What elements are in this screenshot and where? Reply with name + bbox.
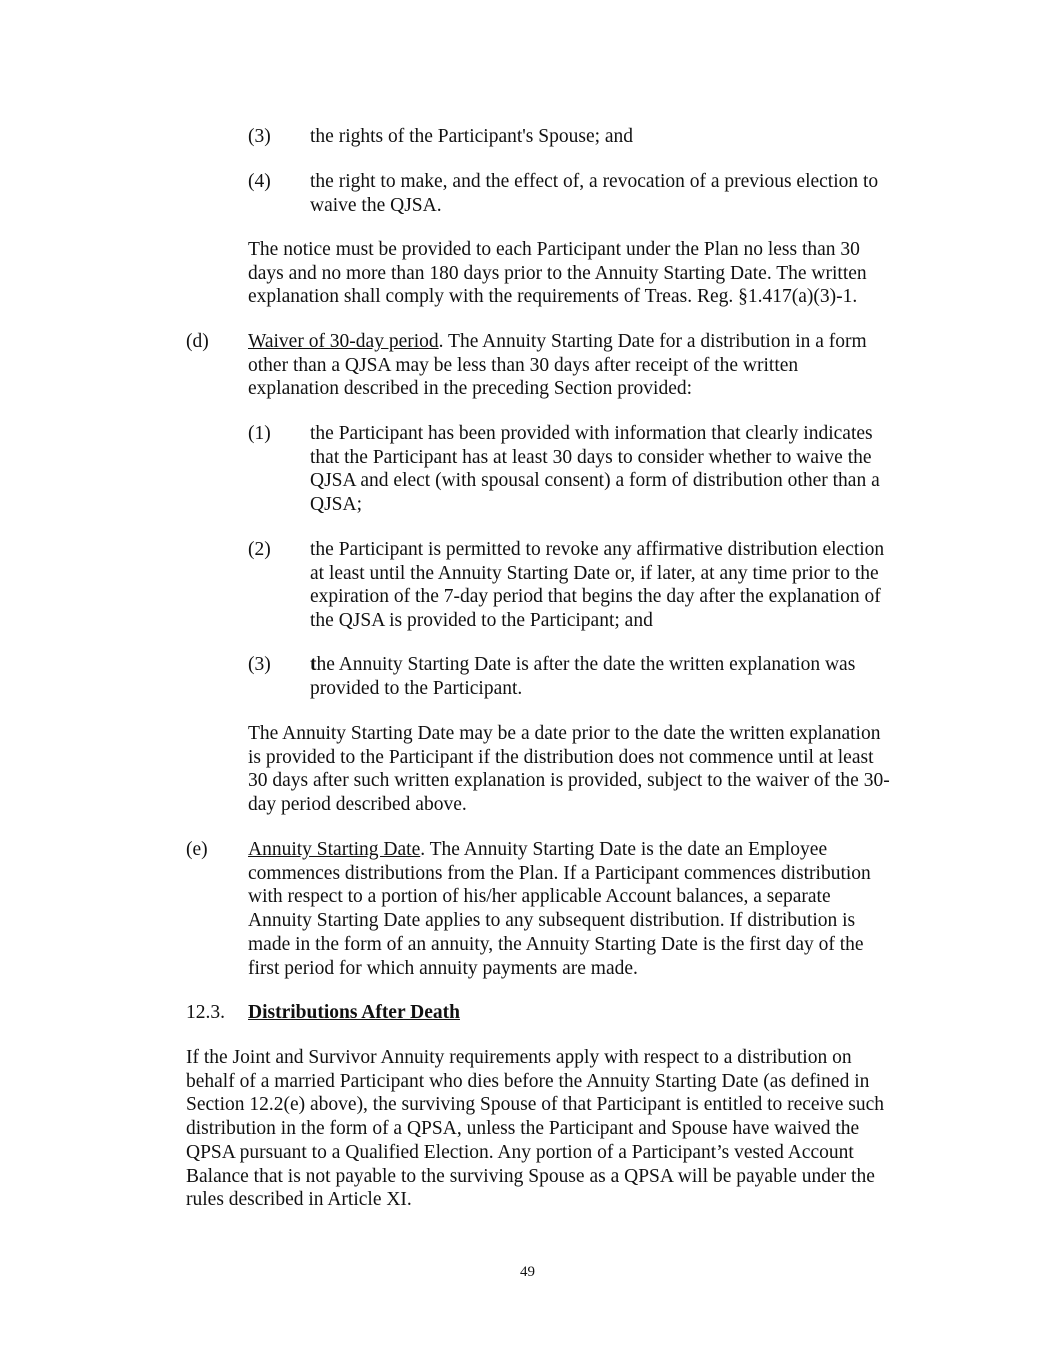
d-closing-paragraph xyxy=(248,722,890,817)
section-e-label: (e) xyxy=(186,839,208,860)
text-line: made in the form of an annuity, the Annuity Starting Date is the first day of the xyxy=(248,933,864,955)
section-12-3-number: 12.3. xyxy=(186,1002,225,1023)
text-line: the right to make, and the effect of, a revocation of a previous election to xyxy=(310,171,879,192)
section-12-3-title: Distributions After Death xyxy=(248,1002,460,1023)
section-d-label: (d) xyxy=(186,331,209,352)
text-line: at least until the Annuity Starting Date or, if later, at any time prior to the xyxy=(310,562,879,584)
text-line: distribution in the form of a QPSA, unless the Participant and Spouse have waived the xyxy=(186,1118,860,1140)
text-line: QPSA pursuant to a Qualified Election. Any portion of a Participant’s vested Account xyxy=(186,1141,854,1163)
section-d-heading: Waiver of 30-day period xyxy=(248,331,439,352)
text-line: . The Annuity Starting Date is the date an Employee xyxy=(420,839,828,860)
item-c4-text xyxy=(310,170,878,217)
text-line: The Annuity Starting Date may be a date prior to the date the written explanation xyxy=(248,723,881,744)
section-d-text xyxy=(248,330,867,401)
text-line: he Annuity Starting Date is after the date the written explanation was xyxy=(316,654,856,675)
item-d1-label: (1) xyxy=(248,423,271,444)
text-line: waive the QJSA. xyxy=(310,194,442,216)
text-line: that the Participant has at least 30 days to consider whether to waive the xyxy=(310,446,872,468)
text-line: commences distributions from the Plan. If a Participant commences distribution xyxy=(248,862,871,884)
text-line: QJSA and elect (with spousal consent) a form of distribution other than a xyxy=(310,470,880,492)
item-c3-label: (3) xyxy=(248,126,271,147)
text-line: The notice must be provided to each Participant under the Plan no less than 30 xyxy=(248,239,860,260)
notice-paragraph xyxy=(248,238,867,309)
item-d1-text xyxy=(310,422,880,517)
page-number: 49 xyxy=(520,1264,535,1280)
text-line: day period described above. xyxy=(248,794,467,816)
text-line: Balance that is not payable to the surviving Spouse as a QPSA will be payable under the xyxy=(186,1165,875,1187)
text-line: explanation described in the preceding Section provided: xyxy=(248,378,693,400)
item-d3-label: (3) xyxy=(248,654,271,675)
text-line: rules described in Article XI. xyxy=(186,1189,412,1211)
text-line: the Participant has been provided with information that clearly indicates xyxy=(310,423,873,444)
text-line: QJSA; xyxy=(310,494,363,516)
text-line: the Participant is permitted to revoke any affirmative distribution election xyxy=(310,539,885,560)
item-d2-label: (2) xyxy=(248,539,271,560)
text-line: with respect to a portion of his/her applicable Account balances, a separate xyxy=(248,886,831,908)
bold-char: t xyxy=(310,654,317,675)
text-line: . The Annuity Starting Date for a distribution in a form xyxy=(438,331,867,352)
text-line: Section 12.2(e) above), the surviving Spouse of that Participant is entitled to receive such xyxy=(186,1094,885,1116)
text-line: days and no more than 180 days prior to the Annuity Starting Date. The written xyxy=(248,262,867,284)
item-d3-text xyxy=(310,653,855,700)
section-e-text xyxy=(248,838,871,980)
text-line: other than a QJSA may be less than 30 days after receipt of the written xyxy=(248,354,799,376)
text-line: If the Joint and Survivor Annuity requirements apply with respect to a distribution on xyxy=(186,1047,852,1068)
text-line: 30 days after such written explanation is provided, subject to the waiver of the 30- xyxy=(248,770,890,792)
item-c3-text xyxy=(310,125,633,149)
section-e-heading: Annuity Starting Date xyxy=(248,839,421,860)
death-paragraph xyxy=(186,1046,884,1212)
text-line: the rights of the Participant's Spouse; and xyxy=(310,126,634,147)
item-d2-text xyxy=(310,538,884,633)
text-line: expiration of the 7-day period that begins the day after the explanation of xyxy=(310,586,881,608)
text-line: provided to the Participant. xyxy=(310,677,523,699)
text-line: the QJSA is provided to the Participant; and xyxy=(310,610,653,632)
text-line: is provided to the Participant if the distribution does not commence until at least xyxy=(248,746,874,768)
text-line: first period for which annuity payments are made. xyxy=(248,957,638,979)
text-line: explanation shall comply with the requirements of Treas. Reg. §1.417(a)(3)-1. xyxy=(248,286,858,308)
item-c4-label: (4) xyxy=(248,171,271,192)
text-line: behalf of a married Participant who dies before the Annuity Starting Date (as defined in xyxy=(186,1070,870,1092)
text-line: Annuity Starting Date applies to any subsequent distribution. If distribution is xyxy=(248,910,856,932)
